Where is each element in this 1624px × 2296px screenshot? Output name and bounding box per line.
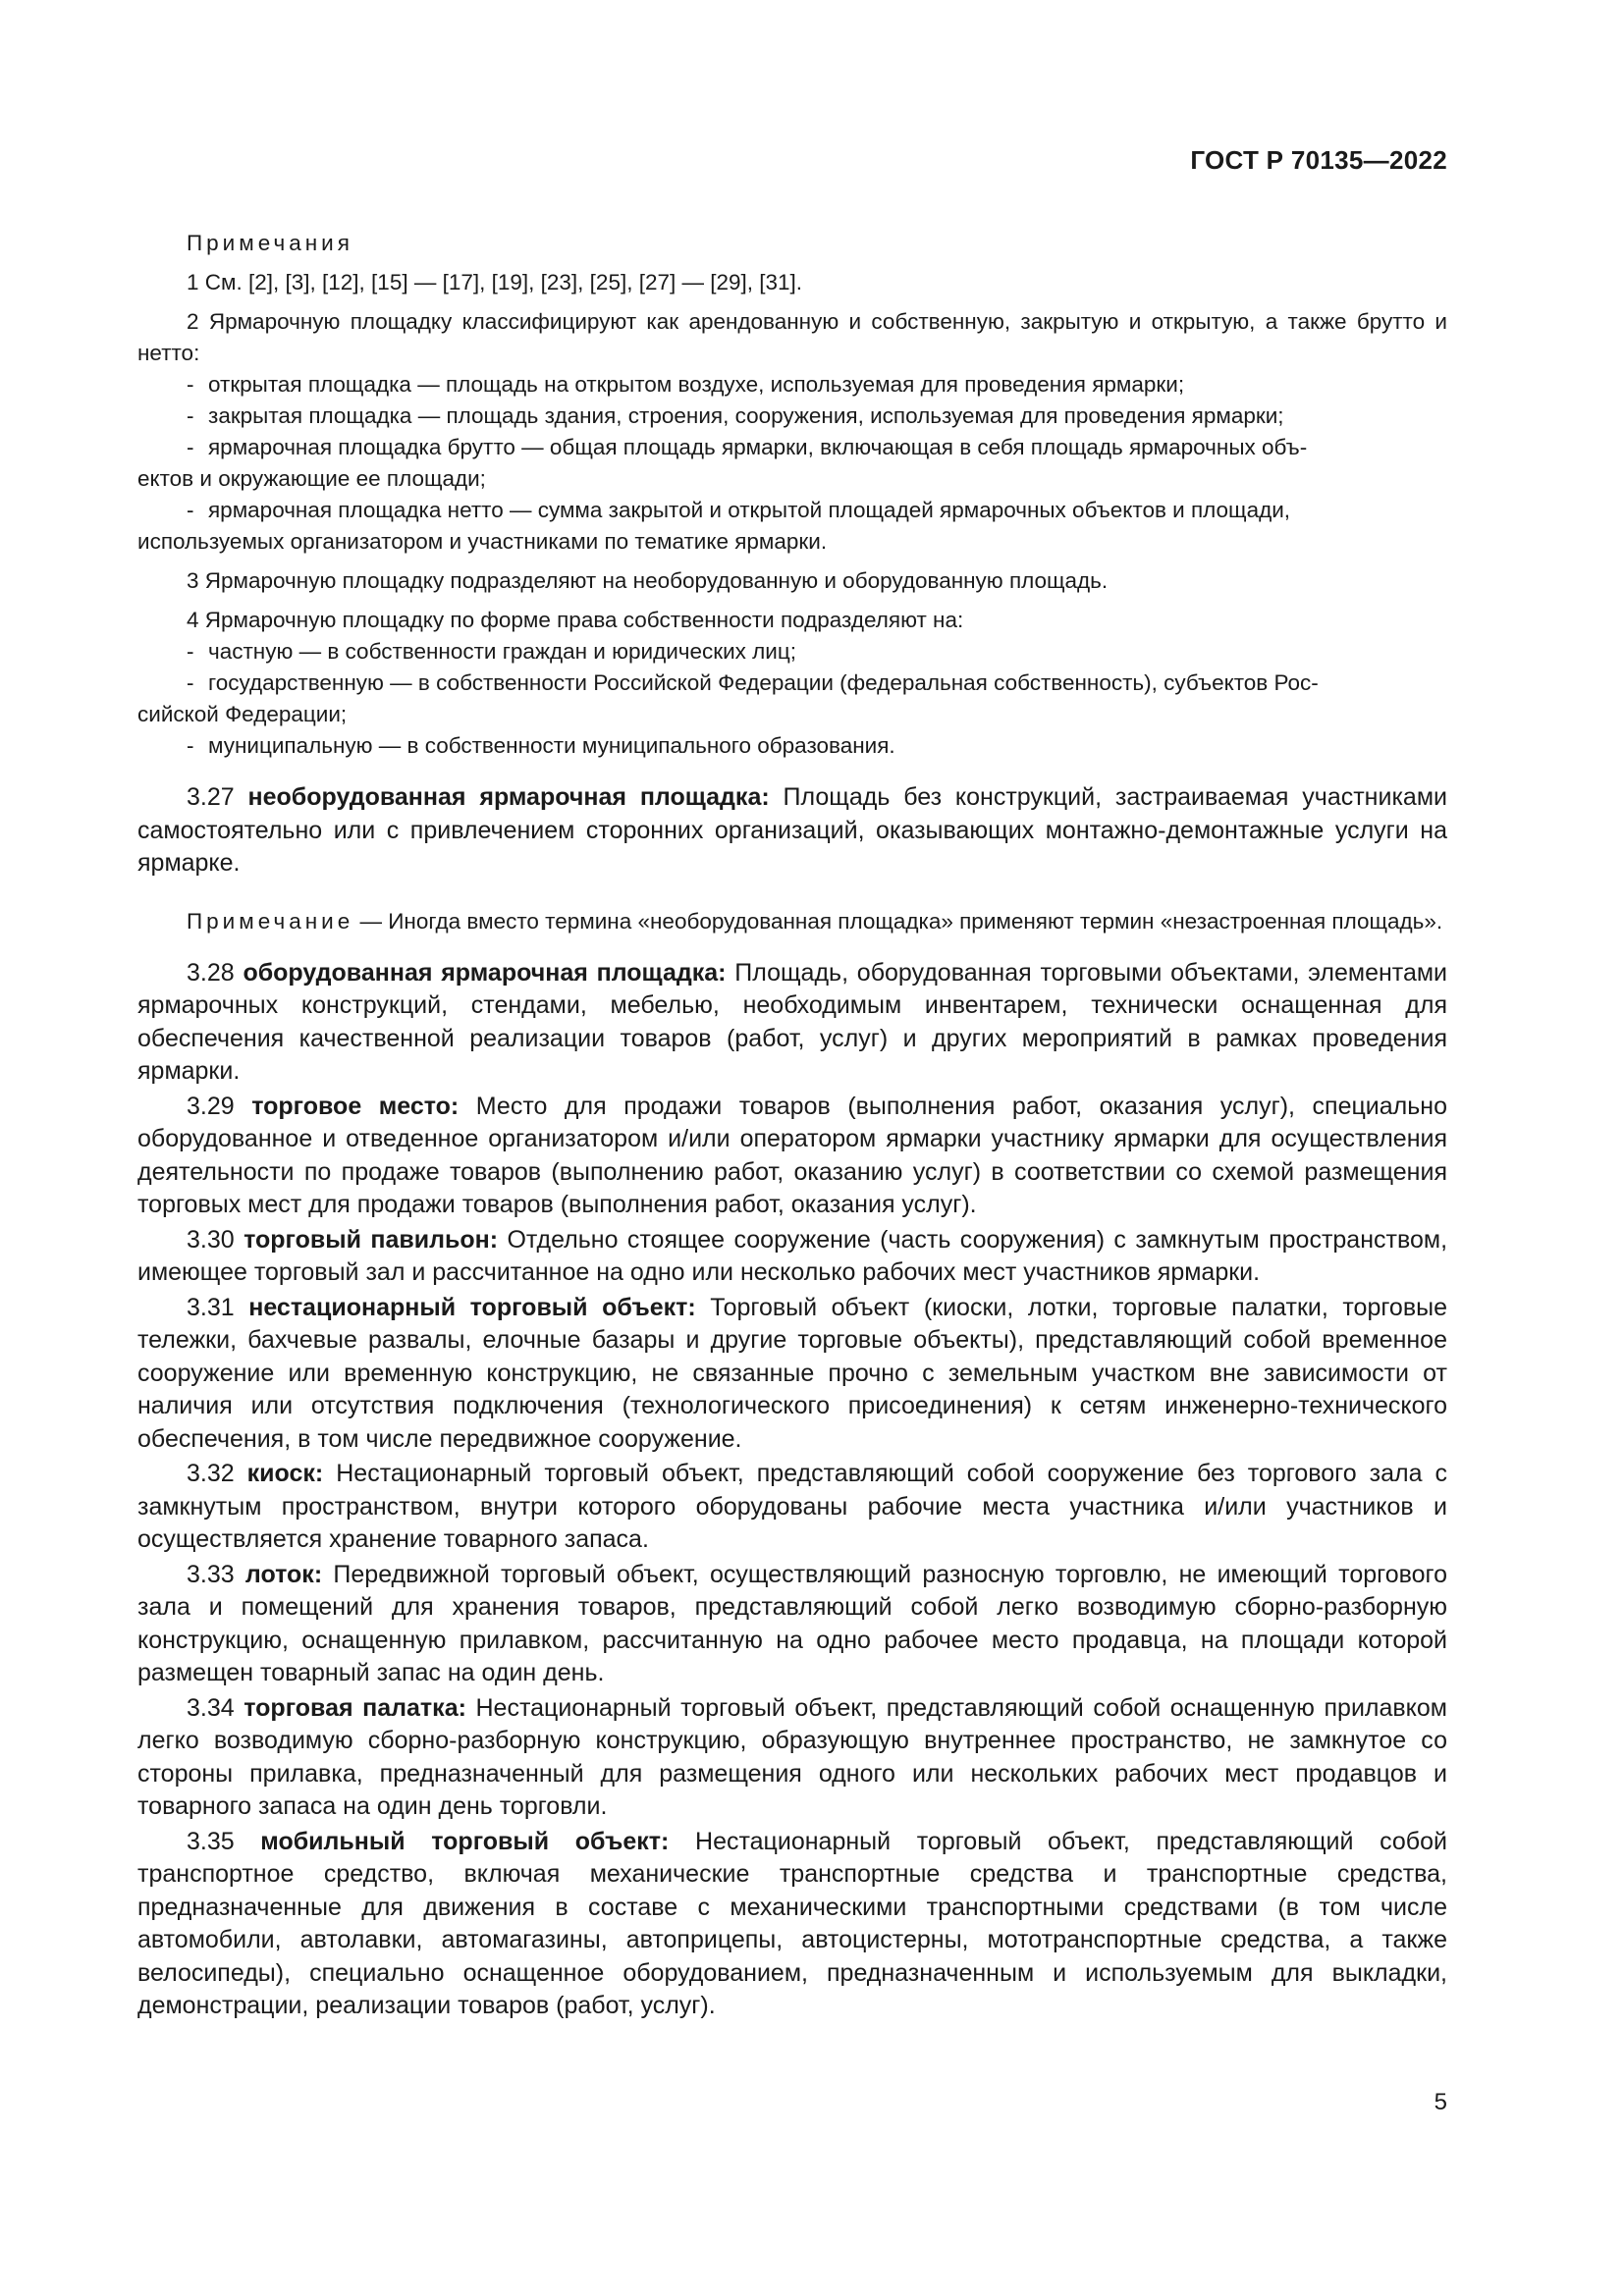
term-3-35: 3.35 мобильный торговый объект: Нестационарный торговый объект, представляющий собой транспортное средство, включая механические транспортные средства и транспортные средства, предназначенные для движения в составе с механическими транспортными средствами (в том числе автомобили, автолавки, автомагазины, автоприцепы, автоцистерны, мототранспортные средства, а также велосипеды), специально оснащенное оборудованием, предназначенным и используемым для выкладки, демонстрации, реализации товаров (работ, услуг). — [137, 1827, 1447, 2019]
list-item: - ярмарочная площадка нетто — сумма закрытой и открытой площадей ярмарочных объектов и площади, — [187, 498, 1291, 522]
term-3-34: 3.34 торговая палатка: Нестационарный торговый объект, представляющий собой оснащенную прилавком легко возводимую сборно-разборную конструкцию, образующую внутреннее пространство, не замкнутое со стороны прилавка, предназначенный для размещения одного или нескольких рабочих мест продавцов и товарного запаса на один день торговли. — [137, 1693, 1447, 1820]
term-title: торговое место: — [251, 1092, 460, 1120]
document-code: ГОСТ Р 70135—2022 — [1190, 145, 1447, 175]
term-3-27-note: Примечание — Иногда вместо термина «необорудованная площадка» применяют термин «незастроенная площадь». — [187, 908, 1443, 934]
list-item-continuation: используемых организатором и участниками по тематике ярмарки. — [137, 529, 828, 554]
list-item-continuation: ектов и окружающие ее площади; — [137, 466, 486, 491]
term-3-30: 3.30 торговый павильон: Отдельно стоящее сооружение (часть сооружения) с замкнутым пространством, имеющее торговый зал и рассчитанное на одно или несколько рабочих мест участников ярмарки. — [137, 1225, 1448, 1286]
list-item: - ярмарочная площадка брутто — общая площадь ярмарки, включающая в себя площадь ярмарочных объ- — [187, 435, 1308, 459]
list-item: - частную — в собственности граждан и юридических лиц; — [187, 639, 797, 664]
list-item: - открытая площадка — площадь на открытом воздухе, используемая для проведения ярмарки; — [187, 372, 1185, 397]
term-title: оборудованная ярмарочная площадка: — [243, 958, 727, 987]
page-number: 5 — [1434, 2089, 1447, 2115]
term-3-28: 3.28 оборудованная ярмарочная площадка: Площадь, оборудованная торговыми объектами, элементами ярмарочных конструкций, стендами, мебелью, необходимым инвентарем, технически оснащенная для обеспечения качественной реализации товаров (работ, услуг) и других мероприятий в рамках проведения ярмарки. — [137, 958, 1448, 1085]
list-item: - закрытая площадка — площадь здания, строения, сооружения, используемая для проведения ярмарки; — [187, 403, 1284, 428]
term-title: торговый павильон: — [244, 1225, 499, 1254]
term-title: киоск: — [246, 1460, 324, 1487]
list-item-continuation: сийской Федерации; — [137, 702, 348, 726]
list-item: - муниципальную — в собственности муниципального образования. — [187, 733, 895, 758]
term-3-27: 3.27 необорудованная ярмарочная площадка: Площадь без конструкций, застраиваемая участниками самостоятельно или с привлечением сторонних организаций, оказывающих монтажно-демонтажные услуги на ярмарке. — [137, 783, 1447, 877]
list-item: - государственную — в собственности Российской Федерации (федеральная собственность), субъектов Рос- — [187, 670, 1319, 695]
term-3-31: 3.31 нестационарный торговый объект: Торговый объект (киоски, лотки, торговые палатки, торговые тележки, бахчевые развалы, елочные базары и другие торговые объекты), представляющий собой временное сооружение или временную конструкцию, не связанные прочно с земельным участком вне зависимости от наличия или отсутствия подключения (технологического присоединения) к сетям инженерно-технического обеспечения, в том числе передвижное сооружение. — [137, 1293, 1447, 1453]
notes-heading: Примечания — [187, 231, 353, 255]
note-3: 3 Ярмарочную площадку подразделяют на необорудованную и оборудованную площадь. — [187, 568, 1109, 593]
note-1: 1 См. [2], [3], [12], [15] — [17], [19], [23], [25], [27] — [29], [31]. — [187, 270, 803, 294]
term-title: нестационарный торговый объект: — [248, 1293, 696, 1321]
term-3-29: 3.29 торговое место: Место для продажи товаров (выполнения работ, оказания услуг), специально оборудованное и отведенное организатором и/или оператором ярмарки участнику ярмарки для осуществления деятельности по продаже товаров (выполнению работ, оказанию услуг) в соответствии со схемой размещения торговых мест для продажи товаров (выполнения работ, оказания услуг). — [137, 1092, 1447, 1218]
term-3-32: 3.32 киоск: Нестационарный торговый объект, представляющий собой сооружение без торгового зала с замкнутым пространством, внутри которого оборудованы рабочие места участника и/или участников и осуществляется хранение товарного запаса. — [137, 1460, 1447, 1553]
term-3-33: 3.33 лоток: Передвижной торговый объект, осуществляющий разносную торговлю, не имеющий торгового зала и помещений для хранения товаров, представляющий собой легко возводимую сборно-разборную конструкцию, оснащенную прилавком, рассчитанную на одно рабочее место продавца, на площади которой размещен товарный запас на один день. — [137, 1560, 1447, 1686]
note-4-intro: 4 Ярмарочную площадку по форме права собственности подразделяют на: — [187, 608, 964, 632]
term-title: торговая палатка: — [244, 1693, 466, 1722]
notes-block — [137, 228, 1447, 762]
term-title: необорудованная ярмарочная площадка: — [247, 783, 770, 811]
term-title: лоток: — [244, 1560, 323, 1588]
page-content — [137, 228, 1447, 2023]
term-title: мобильный торговый объект: — [260, 1827, 670, 1855]
note-2-intro: 2 Ярмарочную площадку классифицируют как арендованную и собственную, закрытую и открытую, а также брутто и нетто: — [137, 309, 1447, 365]
